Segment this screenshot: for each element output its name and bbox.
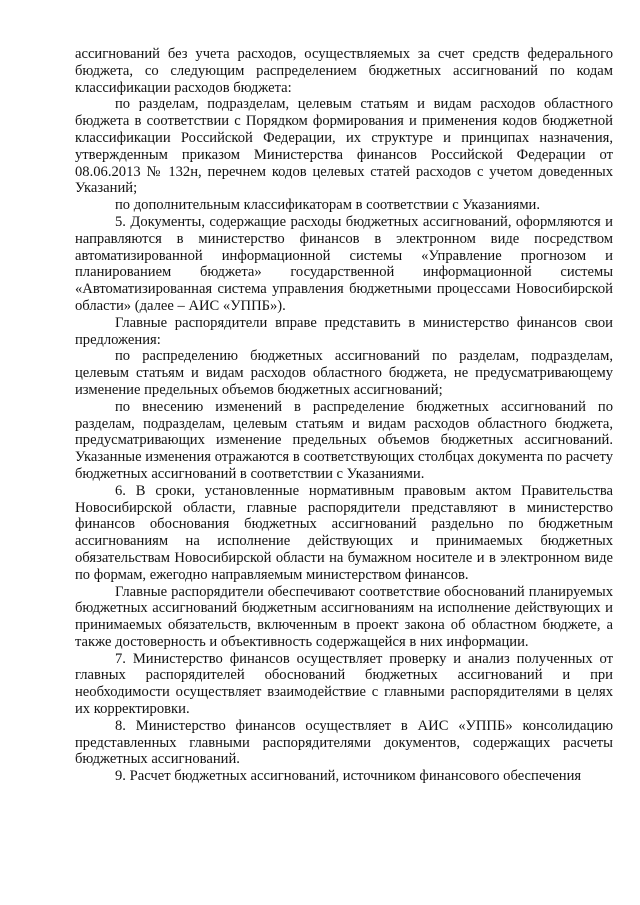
- paragraph-compliance: Главные распорядители обеспечивают соответствие обоснований планируемых бюджетных ассигнований бюджетным ассигнованиям на исполнение действующих и принимаемых обязательств, включенным в проект закона об областном бюджете, а также достоверность и объективность содержащейся в них информации.: [75, 583, 613, 650]
- paragraph-continuation: ассигнований без учета расходов, осуществляемых за счет средств федерального бюджета, со следующим распределением бюджетных ассигнований по кодам классификации расходов бюджета:: [75, 46, 613, 96]
- paragraph-item-5: 5. Документы, содержащие расходы бюджетных ассигнований, оформляются и направляются в министерство финансов в электронном виде посредством автоматизированной информационной системы «Управление прогнозом и планированием бюджета» государственной информационной системы «Автоматизированная система управления бюджетными процессами Новосибирской области» (далее – АИС «УППБ»).: [75, 213, 613, 314]
- paragraph-item-7: 7. Министерство финансов осуществляет проверку и анализ полученных от главных распорядителей обоснований бюджетных ассигнований и при необходимости осуществляет взаимодействие с главными распорядителями в целях их корректировки.: [75, 650, 613, 718]
- paragraph-proposal-distribution: по распределению бюджетных ассигнований по разделам, подразделам, целевым статьям и видам расходов областного бюджета, не предусматривающему изменение предельных объемов бюджетных ассигнований;: [75, 348, 613, 398]
- paragraph-proposals-intro: Главные распорядители вправе представить в министерство финансов свои предложения:: [75, 314, 613, 348]
- paragraph-item-8: 8. Министерство финансов осуществляет в АИС «УППБ» консолидацию представленных главными распорядителями документов, содержащих расчеты бюджетных ассигнований.: [75, 717, 613, 768]
- paragraph-proposal-changes: по внесению изменений в распределение бюджетных ассигнований по разделам, подразделам, целевым статьям и видам расходов областного бюджета, предусматривающих изменение предельных объемов бюджетных ассигнований. Указанные изменения отражаются в соответствующих столбцах документа по расчету бюджетных ассигнований в соответствии с Указаниями.: [75, 398, 613, 482]
- paragraph-additional-classifiers: по дополнительным классификаторам в соответствии с Указаниями.: [115, 197, 541, 214]
- paragraph-item-9: 9. Расчет бюджетных ассигнований, источником финансового обеспечения: [115, 768, 582, 785]
- document-page: [75, 46, 613, 785]
- paragraph-item-6: 6. В сроки, установленные нормативным правовым актом Правительства Новосибирской области, главные распорядители представляют в министерство финансов обоснования бюджетных ассигнований раздельно по бюджетным ассигнованиям на исполнение действующих и принимаемых бюджетных обязательствам Новосибирской области на бумажном носителе и в электронном виде по формам, ежегодно направляемым министерством финансов.: [75, 482, 613, 583]
- paragraph-by-sections: по разделам, подразделам, целевым статьям и видам расходов областного бюджета в соответствии с Порядком формирования и применения кодов бюджетной классификации Российской Федерации, их структуре и принципах назначения, утвержденным приказом Министерства финансов Российской Федерации от 08.06.2013 № 132н, перечнем кодов целевых статей расходов с учетом доведенных Указаний;: [75, 96, 613, 197]
